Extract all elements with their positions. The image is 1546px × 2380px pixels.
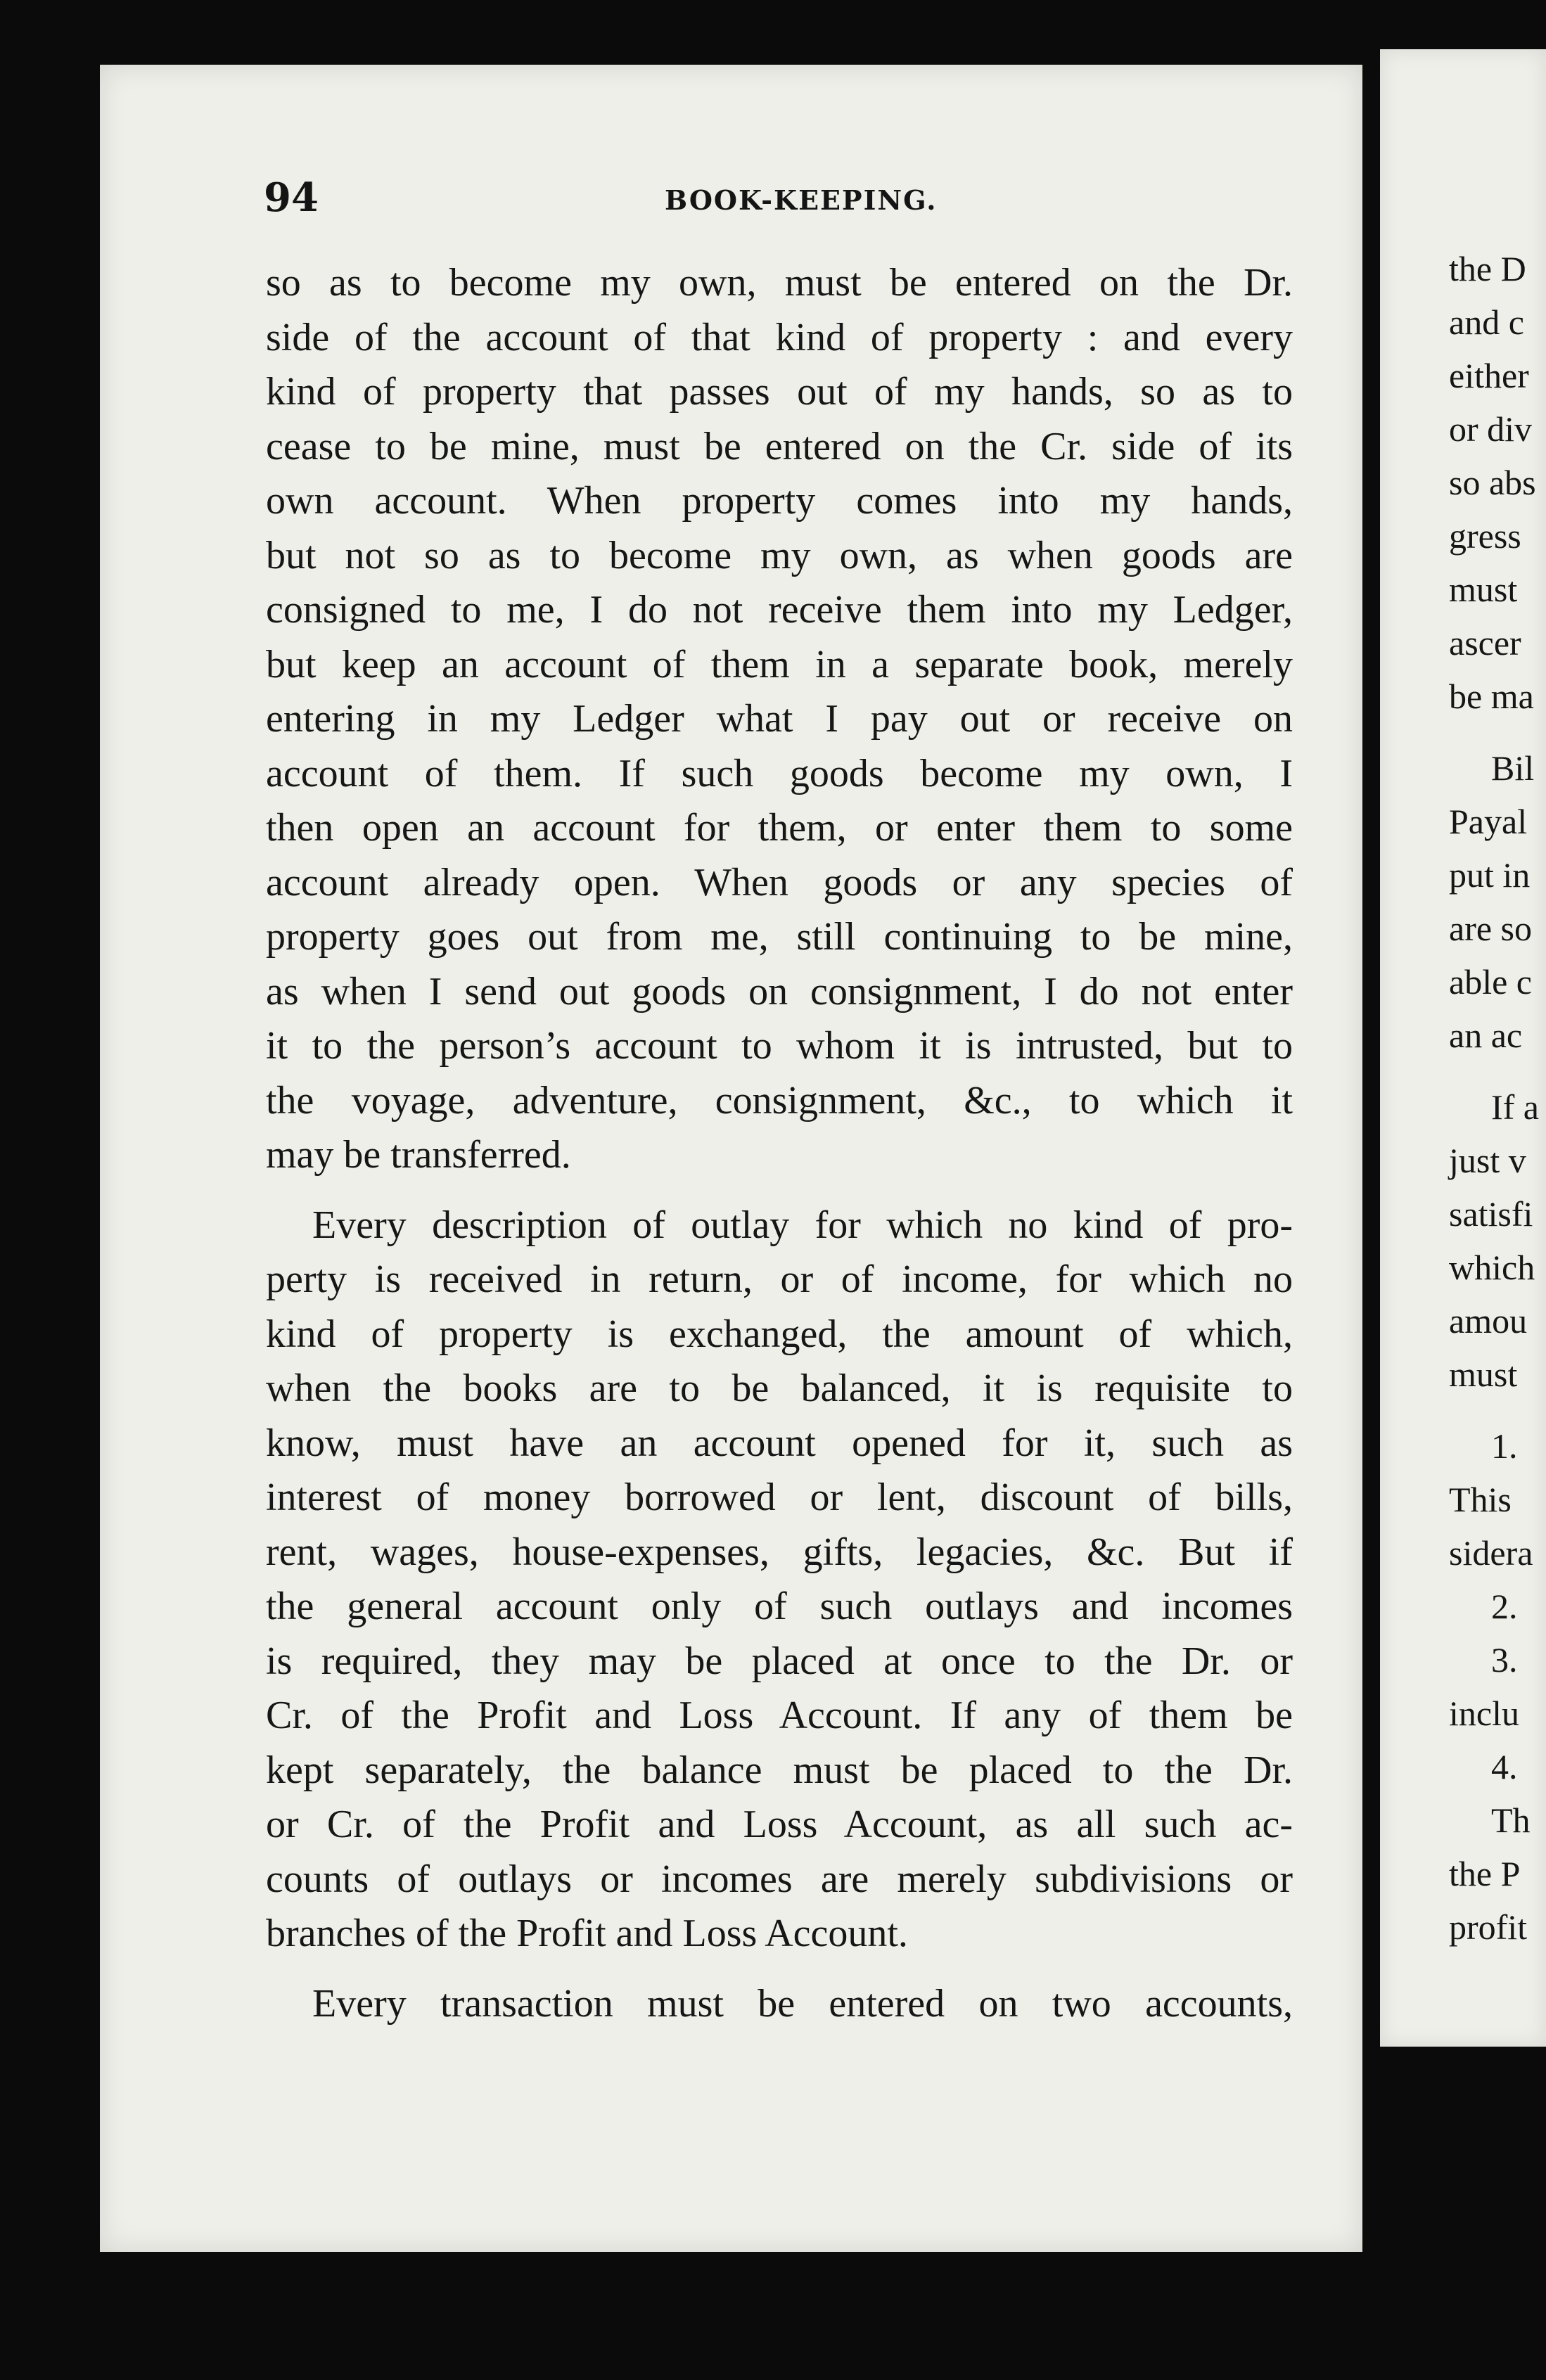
page-number: 94 — [264, 174, 319, 221]
facing-line: either — [1449, 356, 1529, 395]
text-line: account already open. When goods or any species of — [266, 860, 1293, 904]
facing-line: gress — [1449, 516, 1521, 556]
facing-line: an ac — [1449, 1016, 1523, 1055]
facing-line: just v — [1449, 1141, 1526, 1180]
text-line: then open an account for them, or enter them to some — [266, 806, 1293, 850]
facing-line: put in — [1449, 855, 1531, 895]
paragraph-1 — [266, 256, 1293, 1183]
text-line: kind of property that passes out of my hands, so as to — [266, 370, 1293, 414]
text-line: consigned to me, I do not receive them into my Ledger, — [266, 588, 1293, 632]
body-text — [266, 256, 1293, 2047]
running-head: BOOK-KEEPING. — [665, 184, 938, 216]
text-line: the general account only of such outlays and incomes — [266, 1585, 1293, 1628]
facing-line: If a — [1491, 1087, 1539, 1127]
text-line: kept separately, the balance must be placed to the Dr. — [266, 1748, 1293, 1792]
facing-line: Bil — [1491, 748, 1535, 788]
text-line: is required, they may be placed at once to the Dr. or — [266, 1639, 1293, 1683]
facing-line: sidera — [1449, 1533, 1533, 1573]
facing-line: able c — [1449, 962, 1532, 1002]
text-line: branches of the Profit and Loss Account. — [266, 1912, 908, 1955]
text-line: perty is received in return, or of income, for which no — [266, 1258, 1293, 1301]
facing-line: This — [1449, 1480, 1512, 1519]
text-line: it to the person’s account to whom it is intrusted, but to — [266, 1024, 1293, 1068]
facing-line: are so — [1449, 909, 1532, 948]
facing-line: the D — [1449, 249, 1526, 288]
facing-line: must — [1449, 570, 1518, 609]
facing-line: or div — [1449, 409, 1533, 449]
facing-line: must — [1449, 1355, 1518, 1394]
facing-line: Payal — [1449, 802, 1528, 841]
facing-line: inclu — [1449, 1694, 1519, 1733]
text-line: but keep an account of them in a separate book, merely — [266, 642, 1293, 686]
text-line: account of them. If such goods become my own, I — [266, 751, 1293, 795]
facing-line: be ma — [1449, 677, 1534, 716]
facing-line: and c — [1449, 302, 1524, 342]
text-line: property goes out from me, still continuing to be mine, — [266, 915, 1293, 959]
facing-line: which — [1449, 1248, 1535, 1287]
facing-page-text — [1449, 242, 1546, 1954]
text-line: but not so as to become my own, as when goods are — [266, 533, 1293, 577]
text-line: interest of money borrowed or lent, discount of bills, — [266, 1476, 1293, 1519]
text-line: side of the account of that kind of property : and every — [266, 315, 1293, 359]
facing-line: 1. — [1491, 1426, 1518, 1466]
text-line: own account. When property comes into my hands, — [266, 479, 1293, 523]
text-line: counts of outlays or incomes are merely subdivisions or — [266, 1857, 1293, 1901]
text-line: kind of property is exchanged, the amount of which, — [266, 1312, 1293, 1356]
paragraph-2 — [266, 1198, 1293, 1962]
text-line: so as to become my own, must be entered on the Dr. — [266, 261, 1293, 305]
facing-line: the P — [1449, 1854, 1521, 1893]
text-line: cease to be mine, must be entered on the Cr. side of its — [266, 424, 1293, 468]
text-line: Every description of outlay for which no kind of pro- — [312, 1203, 1293, 1247]
text-line: as when I send out goods on consignment, I do not enter — [266, 969, 1293, 1013]
paragraph-3 — [266, 1977, 1293, 2032]
text-line: when the books are to be balanced, it is requisite to — [266, 1367, 1293, 1410]
page-header — [264, 174, 1291, 231]
text-line: Cr. of the Profit and Loss Account. If any of them be — [266, 1694, 1293, 1737]
facing-line: 2. — [1491, 1587, 1518, 1626]
text-line: entering in my Ledger what I pay out or receive on — [266, 697, 1293, 741]
text-line: may be transferred. — [266, 1133, 571, 1177]
text-line: know, must have an account opened for it, such as — [266, 1421, 1293, 1465]
facing-line: ascer — [1449, 623, 1521, 663]
text-line: the voyage, adventure, consignment, &c., to which it — [266, 1078, 1293, 1122]
facing-line: satisfi — [1449, 1194, 1533, 1234]
facing-line: amou — [1449, 1301, 1528, 1341]
facing-line: profit — [1449, 1907, 1528, 1947]
text-line: rent, wages, house-expenses, gifts, legacies, &c. But if — [266, 1530, 1293, 1574]
text-line: or Cr. of the Profit and Loss Account, as all such ac- — [266, 1803, 1293, 1846]
facing-line: 4. — [1491, 1747, 1518, 1786]
facing-line: so abs — [1449, 463, 1536, 502]
facing-line: 3. — [1491, 1640, 1518, 1680]
text-line: Every transaction must be entered on two accounts, — [312, 1981, 1293, 2026]
facing-line: Th — [1491, 1800, 1531, 1840]
